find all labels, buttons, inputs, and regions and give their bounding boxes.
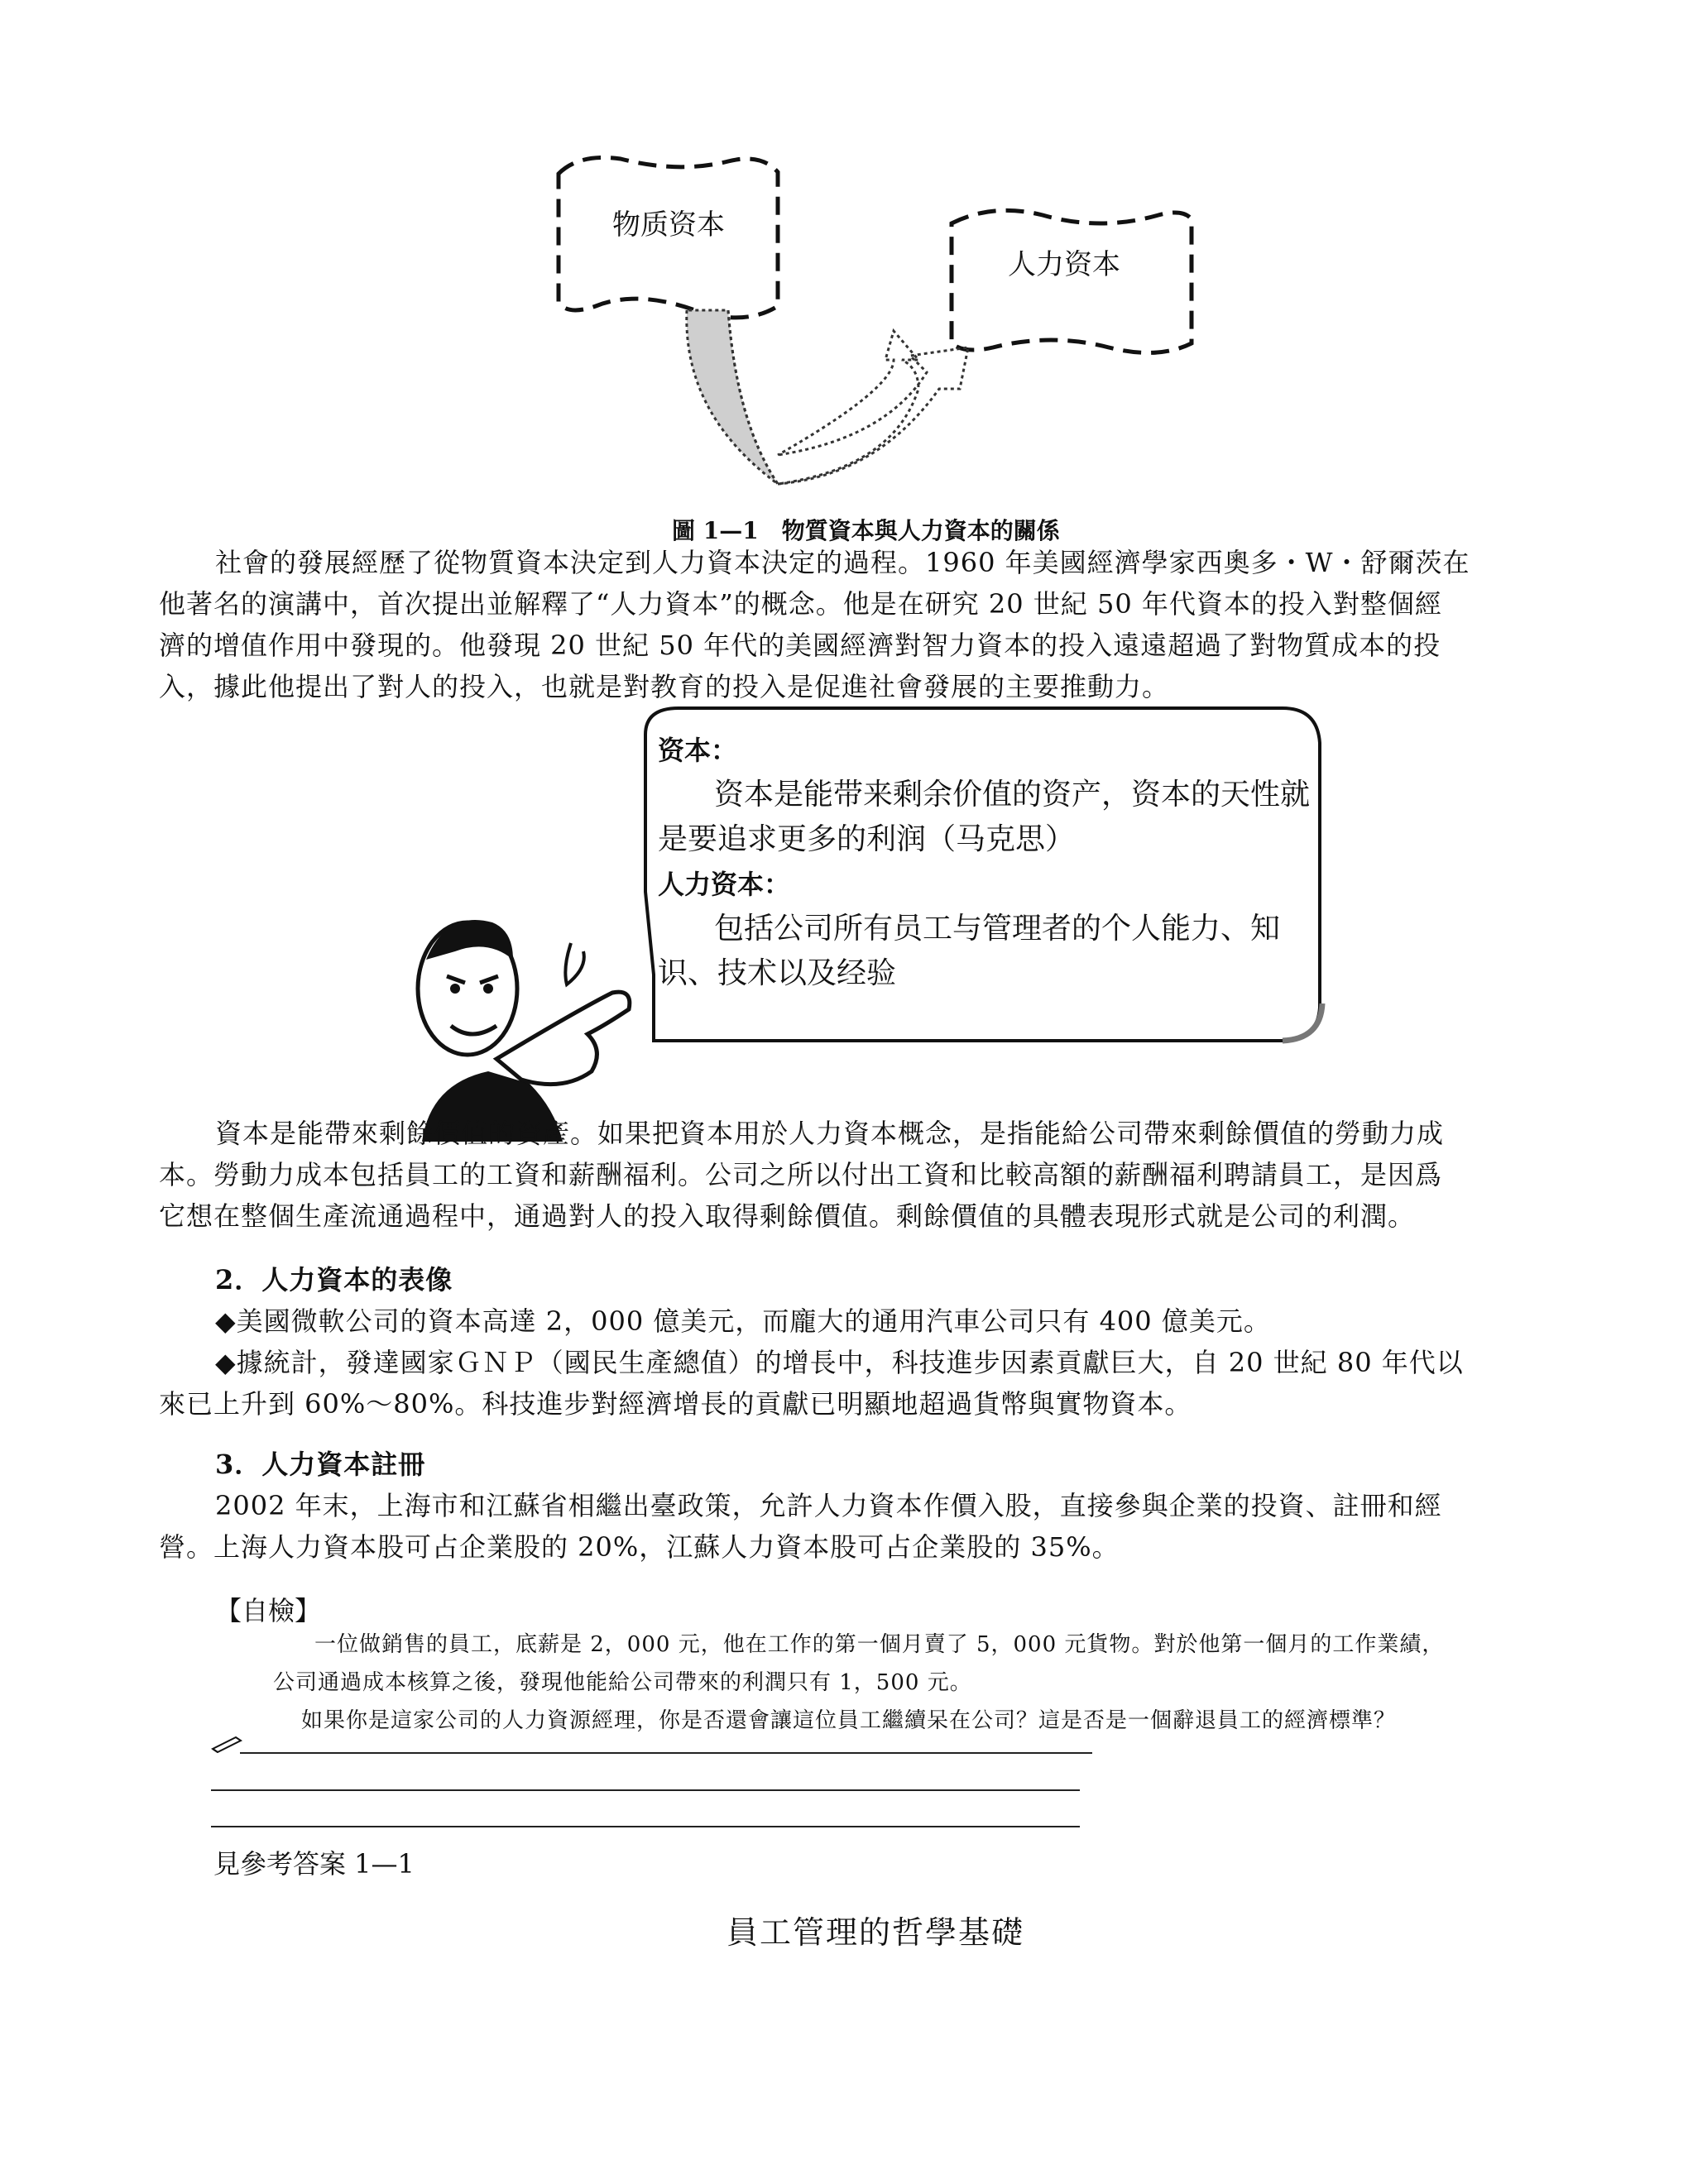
section2-heading: 2．人力資本的表像	[215, 1264, 453, 1296]
term-human-capital: 人力资本：	[658, 869, 791, 900]
selfcheck-question: 一位做銷售的員工，底薪是 2，000 元，他在工作的第一個月賣了 5，000 元貨物。對於他第一個月的工作業績， 公司通過成本核算之後，發現他能給公司帶來的利潤只有 1，500 元。 如果你是這家公司的人力資源經理，你是否還會讓這位員工繼續呆在公司？這是否是一個辭退員工的經濟標準？	[273, 1632, 1445, 1733]
answer-line-1[interactable]	[240, 1752, 1092, 1754]
figure-material-human-capital	[530, 141, 1208, 513]
section3-heading: 3．人力資本註冊	[215, 1449, 426, 1480]
human-capital-label: 人力资本	[1008, 248, 1120, 281]
term-capital: 资本：	[658, 735, 738, 766]
figure-caption: 圖 1—1 物質資本與人力資本的關係	[672, 517, 1060, 544]
paragraph-capital-definition: 資本是能帶來剩餘價值的資產。如果把資本用於人力資本概念，是指能給公司帶來剩餘價值的勞動力成 本。勞動力成本包括員工的工資和薪酬福利。公司之所以付出工資和比較高額的薪酬福利聘請員工，是因爲 它想在整個生產流通過程中，通過對人的投入取得剩餘價值。剩餘價值的具體表現形式就是公司的利潤。	[159, 1118, 1445, 1232]
paragraph-human-capital-history: 社會的發展經歷了從物質資本決定到人力資本決定的過程。1960 年美國經濟學家西奧多・W・舒爾茨在 他著名的演講中，首次提出並解釋了“人力資本”的概念。他是在研究 20 世紀 50 年代資本的投入對整個經 濟的增值作用中發現的。他發現 20 世紀 50 年代的美國經濟對智力資本的投入遠遠超過了對物質成本的投 入，據此他提出了對人的投入，也就是對教育的投入是促進社會發展的主要推動力。	[159, 547, 1470, 702]
answer-line-3[interactable]	[211, 1826, 1080, 1827]
section-human-capital-registration: 3．人力資本註冊 2002 年末，上海市和江蘇省相繼出臺政策，允許人力資本作價入股，直接參與企業的投資、註冊和經 營。上海人力資本股可占企業股的 20%，江蘇人力資本股可占企業股的 35%。	[159, 1444, 1524, 1568]
selfcheck-title: 【自檢】	[215, 1595, 322, 1626]
pen-icon	[211, 1732, 244, 1754]
cartoon-man-pointing-icon	[397, 893, 645, 1142]
reference-answer: 見參考答案 1—1	[213, 1848, 415, 1880]
section-title: 員工管理的哲學基礎	[727, 1914, 1025, 1951]
material-capital-label: 物质资本	[612, 208, 725, 242]
section-human-capital-manifestation: 2．人力資本的表像 ◆美國微軟公司的資本高達 2，000 億美元，而龐大的通用汽車公司只有 400 億美元。 ◆據統計，發達國家ＧＮＰ（國民生產總值）的增長中，科技進步因素貢獻巨大，自 20 世紀 80 年代以 來已上升到 60%～80%。科技進步對經濟增長的貢獻已明顯地超過貨幣與實物資本。	[159, 1259, 1524, 1425]
answer-line-2[interactable]	[211, 1789, 1080, 1791]
callout-content: 资本： 资本是能带来剩余价值的资产，资本的天性就 是要追求更多的利润（马克思） 人力资本： 包括公司所有员工与管理者的个人能力、知 识、技术以及经验	[658, 728, 1320, 996]
